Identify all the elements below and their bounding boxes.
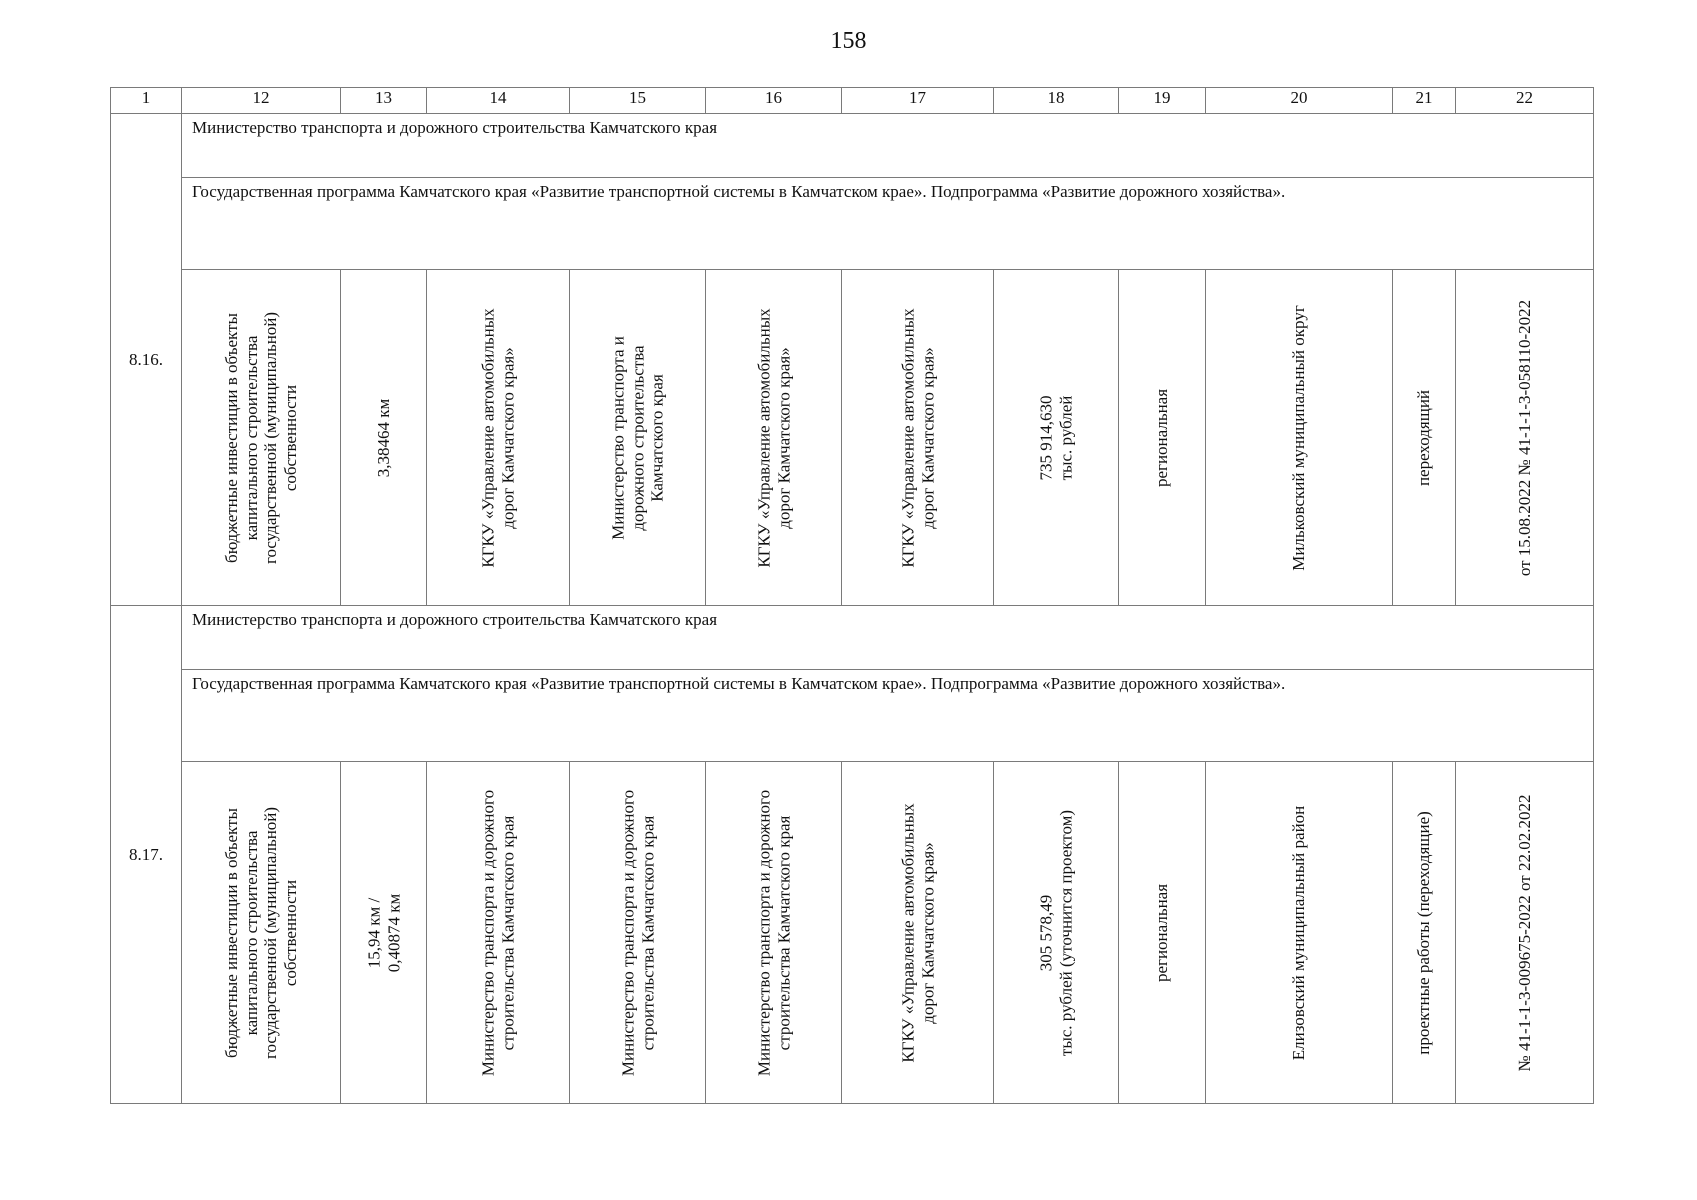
entry-program-row — [111, 670, 1594, 762]
status-cell — [1393, 762, 1456, 1104]
cell-line: строительства Камчатского края — [498, 815, 517, 1050]
capacity-cell — [341, 270, 427, 606]
cell-text — [222, 806, 300, 1058]
cell-text — [618, 789, 657, 1075]
cell-text — [364, 893, 403, 972]
investment-type-cell — [182, 270, 341, 606]
column-number: 16 — [706, 88, 842, 114]
column-number: 20 — [1206, 88, 1393, 114]
cell-line: Министерство транспорта и — [608, 335, 628, 540]
program-name: Государственная программа Камчатского края «Развитие транспортной системы в Камчатском крае». Подпрограмма «Развитие дорожного хозяйства». — [182, 178, 1594, 270]
cell-line: бюджетные инвестиции в объекты — [221, 807, 241, 1058]
investment-type-cell — [182, 762, 341, 1104]
cell-line: КГКУ «Управление автомобильных — [753, 307, 773, 568]
cell-text — [1289, 305, 1309, 571]
operator-cell — [842, 270, 994, 606]
cell-text — [1515, 794, 1535, 1071]
cell-line: 0,40874 км — [383, 893, 403, 972]
entry-agency-row — [111, 114, 1594, 178]
column-number-row — [111, 88, 1594, 114]
cell-line: Министерство транспорта и дорожного — [617, 789, 637, 1076]
cell-line: государственной (муниципальной) — [261, 311, 280, 564]
cell-text — [1152, 388, 1172, 486]
cell-line: Министерство транспорта и дорожного — [753, 789, 773, 1076]
cell-text — [1152, 883, 1172, 981]
cell-text — [1036, 809, 1075, 1055]
cell-text — [608, 336, 667, 540]
cell-line: 735 914,630 — [1036, 395, 1056, 480]
column-number: 13 — [341, 88, 427, 114]
cell-line: дорог Камчатского края» — [917, 346, 937, 529]
column-number: 1 — [111, 88, 182, 114]
cell-line: дорог Камчатского края» — [498, 346, 517, 529]
column-number: 12 — [182, 88, 341, 114]
page-number: 158 — [830, 28, 867, 54]
entry-data-row — [111, 270, 1594, 606]
column-number: 22 — [1456, 88, 1594, 114]
cell-line: Мильковский муниципальный округ — [1289, 304, 1309, 571]
cell-line: бюджетные инвестиции в объекты — [221, 312, 241, 563]
cell-line: дорог Камчатского края» — [773, 346, 793, 529]
cell-line: 305 578,49 — [1036, 894, 1056, 971]
cell-line: региональная — [1152, 388, 1172, 487]
customer-cell — [427, 762, 570, 1104]
cell-line: Камчатского края — [647, 373, 667, 502]
registry-number-cell — [1456, 270, 1594, 606]
cell-text — [478, 789, 517, 1075]
location-cell — [1206, 270, 1393, 606]
cell-line: строительства Камчатского края — [637, 815, 657, 1050]
cell-text — [222, 311, 300, 563]
location-cell — [1206, 762, 1393, 1104]
cell-line: проектные работы (переходящие) — [1414, 810, 1434, 1055]
cell-text — [898, 308, 937, 567]
cell-line: 15,94 км / — [363, 897, 383, 968]
column-number: 14 — [427, 88, 570, 114]
cell-text — [1414, 389, 1434, 485]
cell-text — [898, 803, 937, 1062]
cell-line: тыс. рублей (уточнится проектом) — [1056, 809, 1075, 1056]
cell-line: КГКУ «Управление автомобильных — [478, 307, 498, 568]
customer-cell — [427, 270, 570, 606]
cell-line: строительства Камчатского края — [773, 815, 793, 1050]
cell-line: № 41-1-1-3-009675-2022 от 22.02.2022 — [1514, 794, 1534, 1071]
developer-cell — [570, 270, 706, 606]
cell-text — [1515, 299, 1535, 575]
entry-number: 8.17. — [111, 606, 182, 1104]
cell-line: тыс. рублей — [1056, 395, 1075, 480]
estimated-cost-cell — [994, 762, 1119, 1104]
cell-text — [754, 308, 793, 567]
cell-line: 3,38464 км — [373, 398, 393, 477]
cell-line: Елизовский муниципальный район — [1289, 805, 1309, 1060]
entry-program-row — [111, 178, 1594, 270]
cell-line: дорожного строительства — [627, 344, 647, 531]
builder-cell — [706, 762, 842, 1104]
program-name: Государственная программа Камчатского края «Развитие транспортной системы в Камчатском крае». Подпрограмма «Развитие дорожного хозяйства». — [182, 670, 1594, 762]
operator-cell — [842, 762, 994, 1104]
column-number: 18 — [994, 88, 1119, 114]
column-number: 15 — [570, 88, 706, 114]
entry-number: 8.16. — [111, 114, 182, 606]
cell-text — [1414, 811, 1434, 1055]
property-type-cell — [1119, 762, 1206, 1104]
registry-table — [110, 87, 1594, 1104]
cell-line: переходящий — [1414, 389, 1434, 486]
cell-line: капитального строительства — [241, 830, 261, 1035]
estimated-cost-cell — [994, 270, 1119, 606]
column-number: 19 — [1119, 88, 1206, 114]
cell-text — [1289, 805, 1309, 1060]
property-type-cell — [1119, 270, 1206, 606]
cell-text — [754, 789, 793, 1075]
cell-text — [374, 398, 394, 477]
developer-cell — [570, 762, 706, 1104]
cell-line: собственности — [280, 879, 300, 986]
cell-text — [1036, 395, 1075, 480]
entry-data-row — [111, 762, 1594, 1104]
cell-line: собственности — [280, 384, 300, 491]
entry-agency-row — [111, 606, 1594, 670]
cell-line: дорог Камчатского края» — [917, 841, 937, 1024]
capacity-cell — [341, 762, 427, 1104]
column-number: 21 — [1393, 88, 1456, 114]
cell-line: региональная — [1152, 883, 1172, 982]
cell-line: КГКУ «Управление автомобильных — [897, 307, 917, 568]
cell-line: Министерство транспорта и дорожного — [478, 789, 498, 1076]
cell-line: КГКУ «Управление автомобильных — [897, 802, 917, 1063]
cell-line: от 15.08.2022 № 41-1-1-3-058110-2022 — [1514, 299, 1534, 576]
agency-name: Министерство транспорта и дорожного строительства Камчатского края — [182, 114, 1594, 178]
agency-name: Министерство транспорта и дорожного строительства Камчатского края — [182, 606, 1594, 670]
cell-line: государственной (муниципальной) — [261, 806, 280, 1059]
builder-cell — [706, 270, 842, 606]
column-number: 17 — [842, 88, 994, 114]
cell-text — [478, 308, 517, 567]
registry-number-cell — [1456, 762, 1594, 1104]
cell-line: капитального строительства — [241, 335, 261, 540]
status-cell — [1393, 270, 1456, 606]
